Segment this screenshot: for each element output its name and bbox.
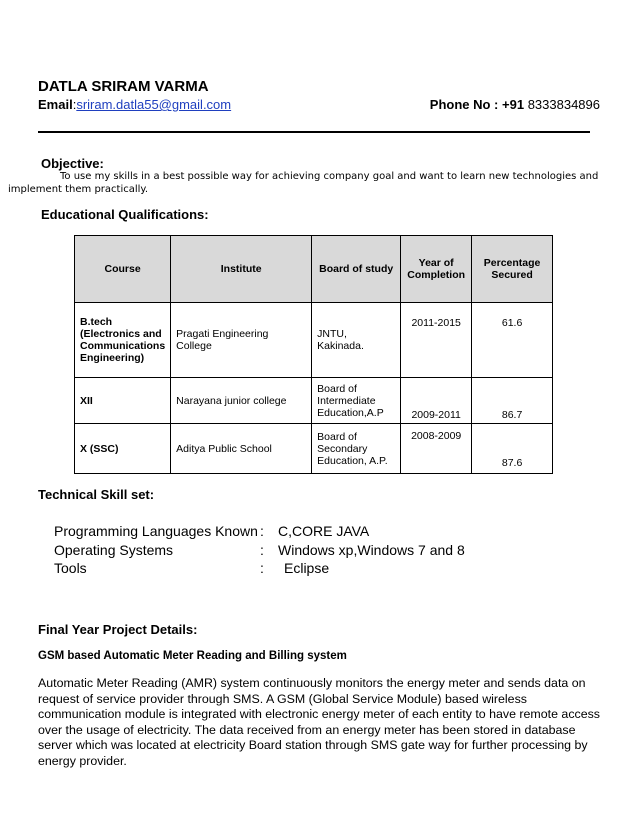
email-line: Email:sriram.datla55@gmail.com bbox=[38, 97, 232, 112]
phone-label: Phone No : +91 bbox=[429, 97, 525, 112]
course-cell: X (SSC) bbox=[75, 424, 171, 474]
phone-line bbox=[430, 97, 600, 112]
skill-label: Tools bbox=[54, 560, 87, 576]
project-heading: Final Year Project Details: bbox=[38, 622, 198, 637]
percentage-cell: 86.7 bbox=[472, 378, 553, 424]
year-cell: 2011-2015 bbox=[401, 303, 472, 378]
education-heading: Educational Qualifications: bbox=[41, 207, 209, 222]
institute-cell: Pragati Engineering College bbox=[171, 303, 312, 378]
skill-label: Programming Languages Known bbox=[54, 523, 258, 539]
project-title: GSM based Automatic Meter Reading and Billing system bbox=[38, 650, 347, 662]
percentage-cell: 61.6 bbox=[472, 303, 553, 378]
email-label: Email bbox=[38, 97, 73, 112]
board-cell: JNTU, Kakinada. bbox=[312, 303, 401, 378]
column-header-percentage: Percentage Secured bbox=[472, 236, 553, 303]
percentage-cell: 87.6 bbox=[472, 424, 553, 474]
course-cell: XII bbox=[75, 378, 171, 424]
project-description: Automatic Meter Reading (AMR) system continuously monitors the energy meter and sends data on request of service provider through SMS. A GSM (Global Service Module) based wireless communication module is integrated with electronic energy meter of each entity to have remote access over the usage of electricity. The data received from an energy meter has been stored in database server which was located at electricity Board station through SMS gate way for further processing by energy provider. bbox=[38, 676, 600, 768]
year-cell: 2009-2011 bbox=[401, 378, 472, 424]
course-cell: B.tech (Electronics and Communications Engineering) bbox=[75, 303, 171, 378]
objective-text: To use my skills in a best possible way for achieving company goal and want to learn new technologies and implement them practically. bbox=[8, 171, 599, 195]
column-header-course: Course bbox=[75, 236, 171, 303]
candidate-name: DATLA SRIRAM VARMA bbox=[38, 78, 209, 95]
education-table bbox=[74, 235, 553, 474]
phone-number: 8333834896 bbox=[527, 97, 600, 112]
skill-value: Windows xp,Windows 7 and 8 bbox=[278, 542, 465, 558]
year-cell: 2008-2009 bbox=[401, 424, 472, 474]
education-table-header bbox=[75, 236, 553, 303]
table-row bbox=[75, 424, 553, 474]
column-header-board: Board of study bbox=[312, 236, 401, 303]
objective-heading: Objective: bbox=[41, 156, 104, 171]
skill-value: Eclipse bbox=[284, 560, 330, 576]
skill-label: Operating Systems bbox=[54, 542, 174, 558]
board-cell: Board of Secondary Education, A.P. bbox=[312, 424, 401, 474]
skill-colon: : bbox=[260, 560, 264, 576]
column-header-year: Year of Completion bbox=[401, 236, 472, 303]
skill-value: C,CORE JAVA bbox=[278, 523, 370, 539]
skill-colon: : bbox=[260, 523, 264, 539]
table-row bbox=[75, 303, 553, 378]
institute-cell: Aditya Public School bbox=[171, 424, 312, 474]
institute-cell: Narayana junior college bbox=[171, 378, 312, 424]
email-link[interactable]: sriram.datla55@gmail.com bbox=[76, 97, 232, 112]
board-cell: Board of Intermediate Education,A.P bbox=[312, 378, 401, 424]
table-row bbox=[75, 378, 553, 424]
column-header-institute: Institute bbox=[171, 236, 312, 303]
header-divider bbox=[38, 131, 590, 133]
skill-colon: : bbox=[260, 542, 264, 558]
technical-heading: Technical Skill set: bbox=[38, 487, 155, 502]
